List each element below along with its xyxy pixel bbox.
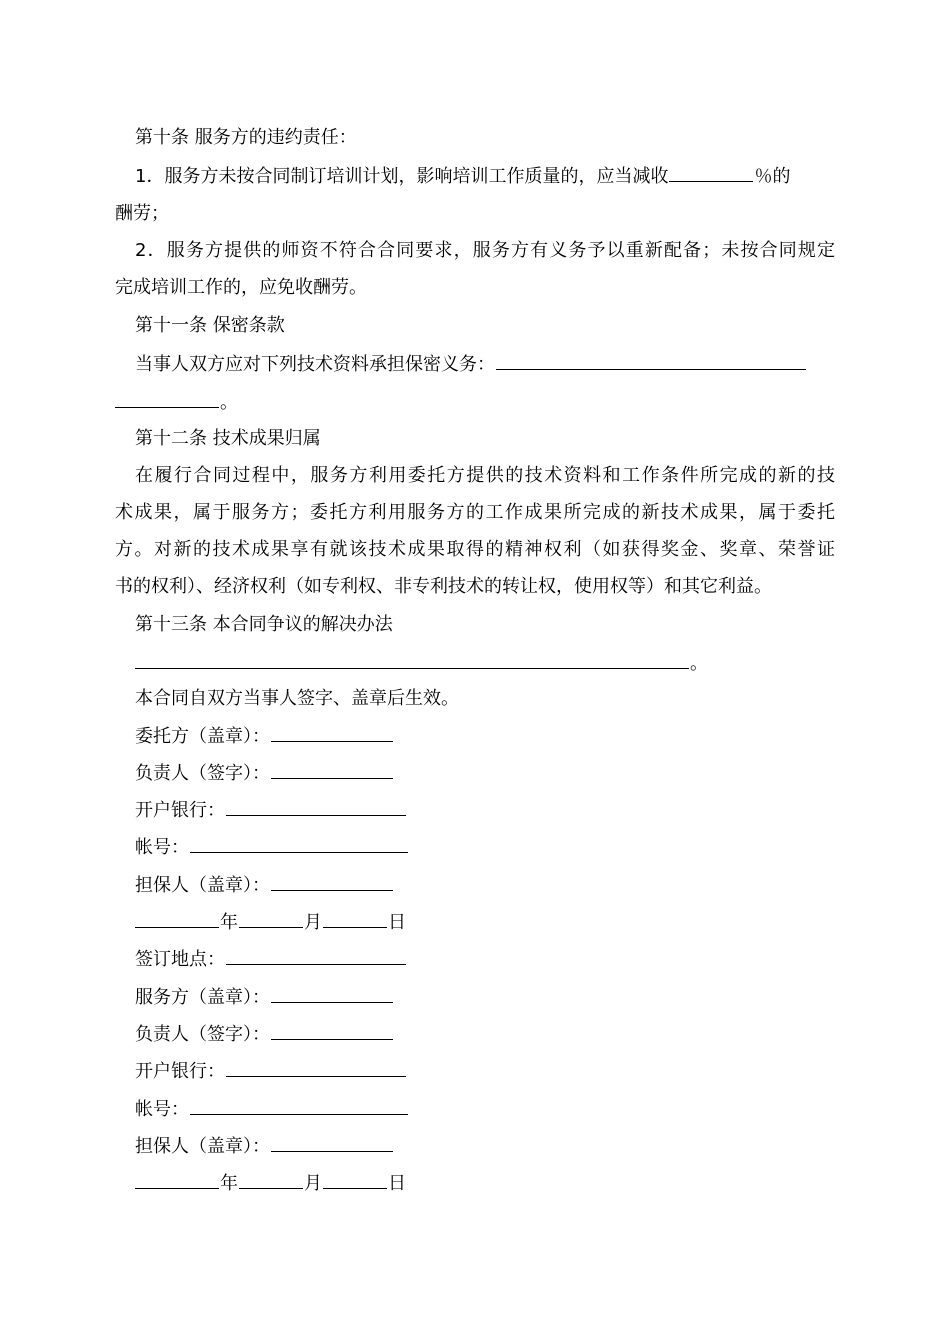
client-bank-blank [226,797,406,816]
provider-seal-label: 服务方（盖章）： [135,987,270,1008]
client-account-label: 帐号： [135,837,189,858]
provider-year-label: 年 [220,1173,238,1194]
client-day-label: 日 [388,912,406,933]
effective-clause: 本合同自双方当事人签字、盖章后生效。 [135,688,459,709]
article-10-item-1-suffix: ％的 [754,166,791,187]
client-signer-row [135,760,835,786]
client-date-row [135,909,835,935]
provider-signer-row [135,1021,835,1047]
provider-guarantor-label: 担保人（盖章）： [135,1136,270,1157]
provider-guarantor-row [135,1133,835,1159]
article-11-text-cont [115,389,835,415]
provider-month-label: 月 [304,1173,322,1194]
provider-signer-label: 负责人（签字）： [135,1024,270,1045]
client-seal-row [135,723,835,749]
client-month-label: 月 [304,912,322,933]
article-10-item-1-cont: 酬劳； [115,203,169,224]
article-12-line-4: 书的权利）、经济权利（如专利权、非专利技术的转让权，使用权等）和其它利益。 [115,576,772,597]
article-13-period: 。 [690,653,708,674]
article-10-item-1-text: 1．服务方未按合同制订培训计划，影响培训工作质量的，应当减收 [135,166,669,187]
signing-place-label: 签订地点： [135,949,225,970]
article-11-text-label: 当事人双方应对下列技术资料承担保密义务： [135,354,495,375]
client-bank-label: 开户银行： [135,800,225,821]
provider-bank-label: 开户银行： [135,1061,225,1082]
article-10-title: 第十条 服务方的违约责任： [135,127,357,148]
article-12-line-3: 方。对新的技术成果享有就该技术成果取得的精神权利（如获得奖金、奖章、荣誉证 [115,539,835,560]
article-11-period: 。 [220,392,238,413]
provider-account-blank [190,1096,408,1115]
article-11-title: 第十一条 保密条款 [135,315,285,336]
article-12-title: 第十二条 技术成果归属 [135,428,321,449]
client-guarantor-row [135,872,835,898]
article-12-line-2: 术成果，属于服务方；委托方利用服务方的工作成果所完成的新技术成果，属于委托 [115,502,835,523]
provider-month-blank [239,1170,303,1189]
article-10-item-2: 2．服务方提供的师资不符合合同要求，服务方有义务予以重新配备；未按合同规定 [135,240,835,261]
client-seal-label: 委托方（盖章）： [135,726,270,747]
provider-account-label: 帐号： [135,1099,189,1120]
article-13-title: 第十三条 本合同争议的解决办法 [135,614,393,635]
client-account-blank [190,834,408,853]
article-10-item-2-cont: 完成培训工作的，应免收酬劳。 [115,277,367,298]
signing-place-blank [226,946,406,965]
provider-guarantor-blank [271,1133,393,1152]
dispute-resolution-blank [135,650,689,669]
client-account-row [135,834,835,860]
provider-bank-row [135,1058,835,1084]
confidential-materials-blank-cont [115,389,219,408]
client-seal-blank [271,723,393,742]
provider-day-blank [323,1170,387,1189]
client-bank-row [135,797,835,823]
provider-bank-blank [226,1058,406,1077]
client-guarantor-blank [271,872,393,891]
provider-seal-row [135,984,835,1010]
client-day-blank [323,909,387,928]
percent-blank [669,163,753,182]
client-signer-label: 负责人（签字）： [135,763,270,784]
confidential-materials-blank [496,351,806,370]
client-month-blank [239,909,303,928]
client-guarantor-label: 担保人（盖章）： [135,875,270,896]
provider-account-row [135,1096,835,1122]
client-year-blank [135,909,219,928]
article-11-text [135,351,835,377]
provider-year-blank [135,1170,219,1189]
provider-seal-blank [271,984,393,1003]
article-13-text [135,650,835,676]
signing-place-row [135,946,835,972]
article-10-item-1 [135,163,835,189]
client-signer-blank [271,760,393,779]
provider-signer-blank [271,1021,393,1040]
article-12-line-1: 在履行合同过程中，服务方利用委托方提供的技术资料和工作条件所完成的新的技 [135,465,835,486]
provider-date-row [135,1170,835,1196]
client-year-label: 年 [220,912,238,933]
provider-day-label: 日 [388,1173,406,1194]
